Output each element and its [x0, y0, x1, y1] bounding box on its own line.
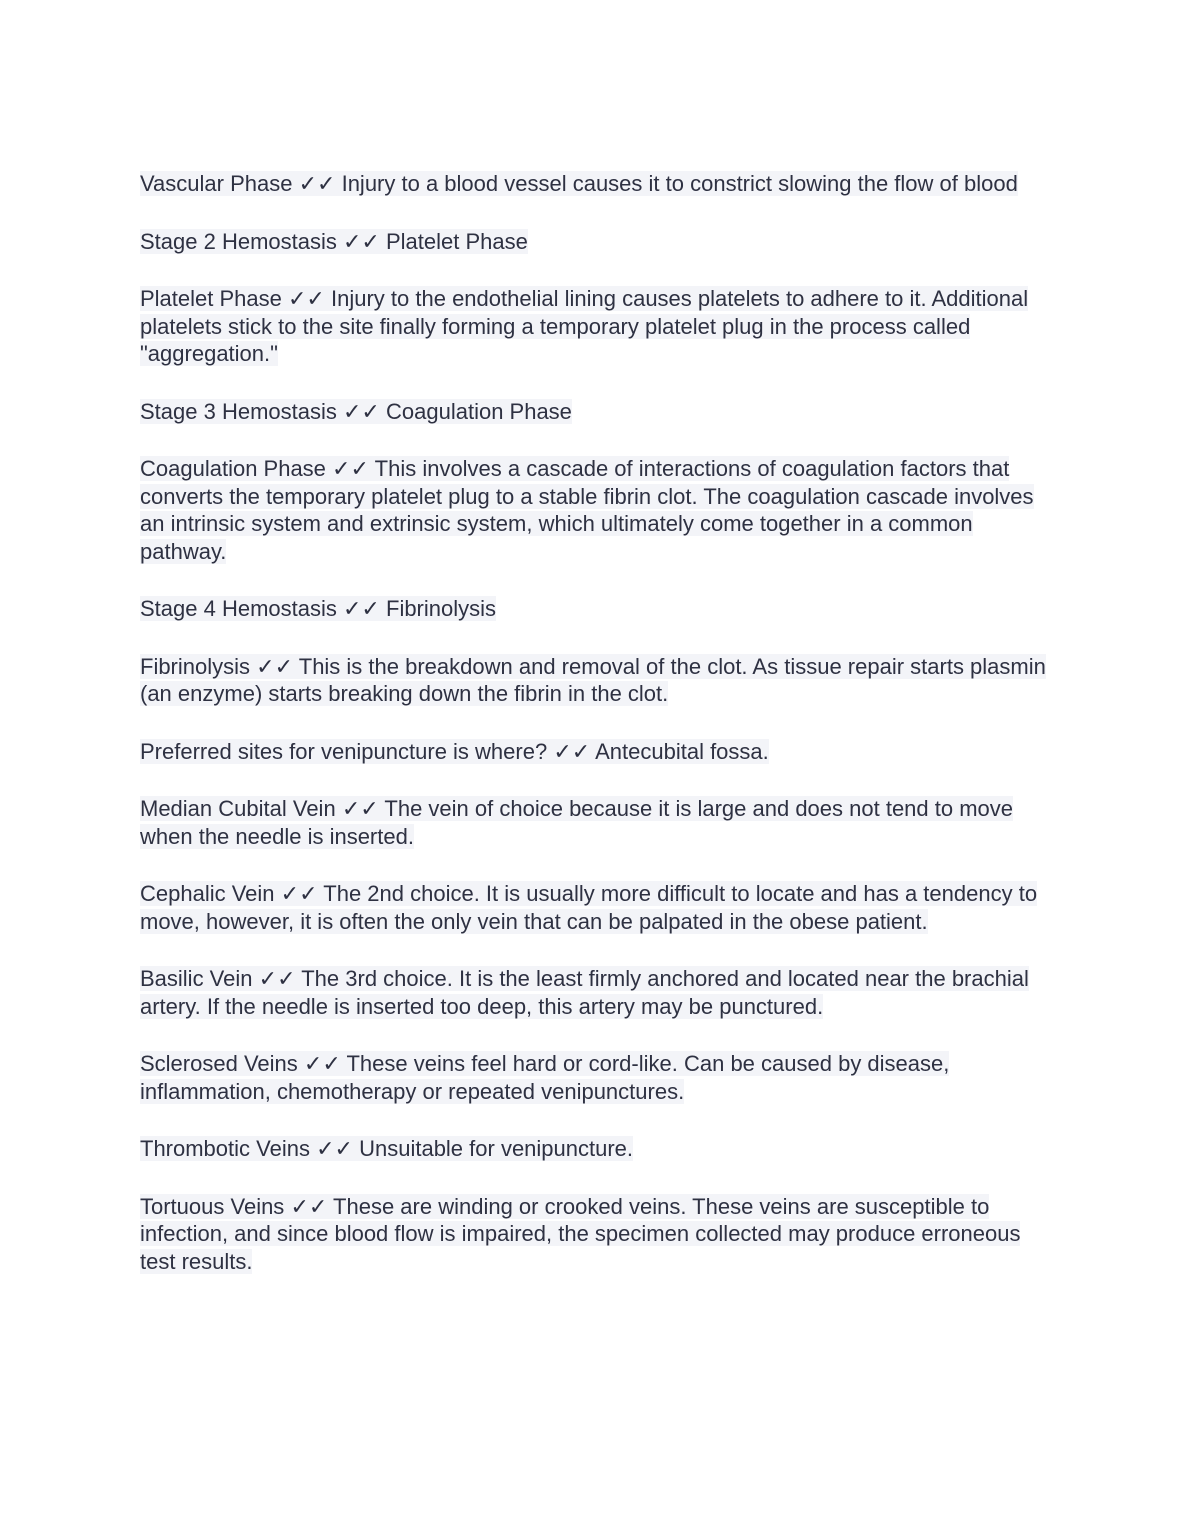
entry-highlight [140, 171, 1018, 196]
entry-highlight [140, 286, 1028, 366]
entry-highlight [140, 654, 1046, 707]
entry-answer: Coagulation Phase [386, 398, 572, 424]
flashcard-entry [140, 1050, 1050, 1105]
entry-term: Stage 4 Hemostasis [140, 596, 337, 621]
entry-highlight [140, 966, 1029, 1019]
entry-answer: This involves a cascade of interactions of coagulation factors that converts the temporary platelet plug to a stable fibrin clot. The coagulation cascade involves an intrinsic system and extrinsic system, which ultimately come together in a common pathway. [140, 456, 1034, 564]
entry-term: Basilic Vein [140, 966, 253, 991]
entry-answer: These veins feel hard or cord-like. Can be caused by disease, inflammation, chemotherapy or repeated venipunctures. [140, 1051, 950, 1104]
flashcard-entry [140, 880, 1050, 935]
flashcard-entry [140, 398, 1050, 426]
flashcard-entry [140, 965, 1050, 1020]
check-icon: ✓✓ [316, 1136, 353, 1161]
flashcard-entry [140, 653, 1050, 708]
check-icon: ✓✓ [258, 966, 296, 991]
entry-term: Stage 2 Hemostasis [140, 228, 337, 254]
entry-answer: This is the breakdown and removal of the clot. As tissue repair starts plasmin (an enzyme) starts breaking down the fibrin in the clot. [140, 653, 1046, 706]
entry-term: Preferred sites for venipuncture is where? [140, 738, 548, 764]
check-icon: ✓✓ [553, 738, 591, 764]
flashcard-entry [140, 595, 1050, 623]
check-icon: ✓✓ [343, 228, 380, 254]
check-icon: ✓✓ [343, 596, 380, 621]
entry-highlight [140, 596, 496, 621]
entry-answer: Antecubital fossa. [595, 738, 769, 764]
entry-answer: The vein of choice because it is large and does not tend to move when the needle is inserted. [140, 796, 1014, 849]
flashcard-entry [140, 170, 1050, 198]
entry-answer: Injury to a blood vessel causes it to constrict slowing the flow of blood [341, 171, 1018, 196]
entry-highlight [140, 796, 1013, 849]
entry-highlight [140, 1194, 1020, 1274]
flashcard-list [140, 170, 1050, 1275]
flashcard-entry [140, 455, 1050, 565]
entry-highlight [140, 739, 769, 764]
check-icon: ✓✓ [256, 653, 294, 679]
entry-answer: The 3rd choice. It is the least firmly anchored and located near the brachial artery. If the needle is inserted too deep, this artery may be punctured. [140, 966, 1029, 1019]
check-icon: ✓✓ [341, 796, 379, 821]
entry-answer: These are winding or crooked veins. These veins are susceptible to infection, and since blood flow is impaired, the specimen collected may produce erroneous test results. [140, 1193, 1021, 1274]
entry-answer: Platelet Phase [386, 228, 528, 254]
entry-answer: Unsuitable for venipuncture. [359, 1136, 634, 1161]
flashcard-entry [140, 228, 1050, 256]
check-icon: ✓✓ [280, 881, 318, 906]
entry-term: Platelet Phase [140, 286, 282, 311]
entry-highlight [140, 1136, 633, 1161]
entry-term: Fibrinolysis [140, 653, 251, 679]
entry-term: Cephalic Vein [140, 881, 275, 906]
entry-answer: The 2nd choice. It is usually more difficult to locate and has a tendency to move, however, it is often the only vein that can be palpated in the obese patient. [140, 881, 1038, 934]
entry-term: Median Cubital Vein [140, 796, 336, 821]
entry-highlight [140, 1051, 949, 1104]
flashcard-entry [140, 738, 1050, 766]
entry-term: Tortuous Veins [140, 1193, 285, 1219]
entry-highlight [140, 881, 1037, 934]
entry-term: Vascular Phase [140, 171, 293, 196]
check-icon: ✓✓ [298, 171, 336, 196]
check-icon: ✓✓ [303, 1051, 341, 1076]
entry-highlight [140, 456, 1034, 564]
entry-answer: Fibrinolysis [386, 596, 497, 621]
flashcard-entry [140, 795, 1050, 850]
check-icon: ✓✓ [288, 286, 325, 311]
entry-highlight [140, 229, 528, 254]
entry-highlight [140, 399, 572, 424]
entry-answer: Injury to the endothelial lining causes platelets to adhere to it. Additional platelets stick to the site finally forming a temporary platelet plug in the process called "aggregation." [140, 286, 1029, 366]
flashcard-entry [140, 285, 1050, 368]
entry-term: Coagulation Phase [140, 456, 326, 481]
flashcard-entry [140, 1193, 1050, 1276]
check-icon: ✓✓ [343, 398, 380, 424]
document-page [140, 170, 1050, 1305]
entry-term: Sclerosed Veins [140, 1051, 298, 1076]
flashcard-entry [140, 1135, 1050, 1163]
entry-term: Stage 3 Hemostasis [140, 398, 337, 424]
entry-term: Thrombotic Veins [140, 1136, 310, 1161]
check-icon: ✓✓ [290, 1193, 328, 1219]
check-icon: ✓✓ [332, 456, 369, 481]
